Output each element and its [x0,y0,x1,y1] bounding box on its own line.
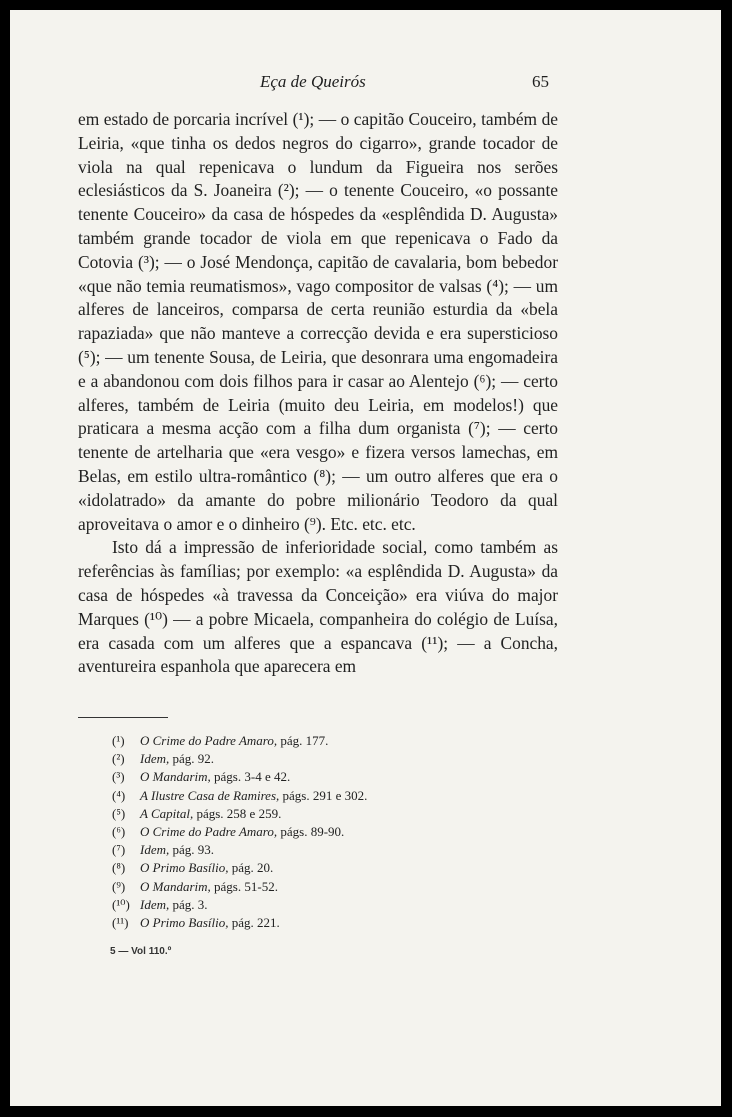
footnote-number: (¹¹) [112,915,129,931]
footnote-ref: págs. 291 e 302. [282,787,368,803]
footnote-title: O Crime do Padre Amaro, [140,824,278,840]
footnote [112,878,367,896]
footnote-ref: págs. 3-4 e 42. [214,769,291,785]
footnote [112,805,367,823]
footnote-title: Idem, [140,751,170,767]
footnote-rule [78,717,168,718]
footnote-number: (⁹) [112,878,126,894]
footnote-ref: págs. 51-52. [214,878,278,894]
footnote-title: O Mandarim, [140,769,211,785]
footnote [112,823,367,841]
footnote-title: Idem, [140,842,170,858]
footnote [112,787,367,805]
running-title: Eça de Queirós [260,72,366,91]
footnote-number: (¹⁰) [112,896,130,912]
footnote [112,841,367,859]
footnote-number: (³) [112,769,125,785]
footnote-ref: pág. 3. [172,896,208,912]
footnote-title: O Mandarim, [140,878,211,894]
footnote-ref: págs. 258 e 259. [196,805,282,821]
footnote-number: (⁵) [112,805,126,821]
paragraph-2: Isto dá a impressão de inferioridade social, como também as referências às famílias; por exemplo: «a esplêndida D. Augusta» da casa de hóspedes «à travessa da Conceição» era viúva do major Marques (¹⁰) — a pobre Micaela, companheira do colégio de Luísa, era casada com um alferes que a espancava (¹¹); — a Concha, aventureira espanhola que aparecera em [78,537,558,677]
footnote [112,768,367,786]
footnote-ref: pág. 93. [172,842,215,858]
footnote-ref: pág. 92. [172,751,215,767]
footnotes [112,732,367,932]
footnote-number: (⁶) [112,824,126,840]
footnote-title: O Crime do Padre Amaro, [140,733,278,748]
running-header [10,72,721,94]
footnote-title: A Ilustre Casa de Ramires, [140,787,280,803]
footnote-ref: págs. 89-90. [280,824,345,840]
footnote-title: O Primo Basílio, [140,915,229,931]
footnote-number: (²) [112,751,125,767]
page-number: 65 [532,72,549,91]
footnote-ref: pág. 221. [231,915,280,931]
footnote-number: (⁴) [112,787,126,803]
footnote [112,750,367,768]
footnote-title: A Capital, [140,805,194,821]
footnote-number: (¹) [112,733,125,748]
footnote [112,732,367,750]
footnote-title: O Primo Basílio, [140,860,229,876]
paragraph-1: em estado de porcaria incrível (¹); — o capitão Couceiro, também de Leiria, «que tinha os dedos negros do cigarro», grande tocador de viola na qual repenicava o lundum da Figueira nos serões eclesiásticos da S. Joaneira (²); — o tenente Couceiro, «o possante tenente Couceiro» da casa de hóspedes da «esplêndida D. Augusta» também grande tocador de viola em que repenicava o Fado da Cotovia (³); — o José Mendonça, capitão de cavalaria, bom bebedor «que não temia reumatismos», vago compositor de valsas (⁴); — um alferes de lanceiros, comparsa de certa reunião esturdia da «bela rapaziada» que não manteve a correcção devida e era supersticioso (⁵); — um tenente Sousa, de Leiria, que desonrara uma engomadeira e a abandonou com dois filhos para ir casar ao Alentejo (⁶); — certo alferes, também de Leiria (muito deu Leiria, em modelos!) que praticara a mesma acção com a filha dum organista (⁷); — certo tenente de artelharia que «era vesgo» e fizera versos lamechas, em Belas, em estilo ultra-romântico (⁸); — um outro alferes que era o «idolatrado» da amante do pobre milionário Teodoro da qual aproveitava o amor e o dinheiro (⁹). Etc. etc. etc. [78,109,558,534]
footnote [112,859,367,877]
printer-signature: 5 — Vol 110.º [110,946,172,957]
footnote-ref: pág. 20. [231,860,274,876]
footnote-number: (⁷) [112,842,126,858]
footnote-title: Idem, [140,896,170,912]
footnote-ref: pág. 177. [280,733,329,748]
book-page [10,10,721,1106]
footnote [112,914,367,932]
body-text [78,108,558,679]
footnote-number: (⁸) [112,860,126,876]
footnote [112,896,367,914]
